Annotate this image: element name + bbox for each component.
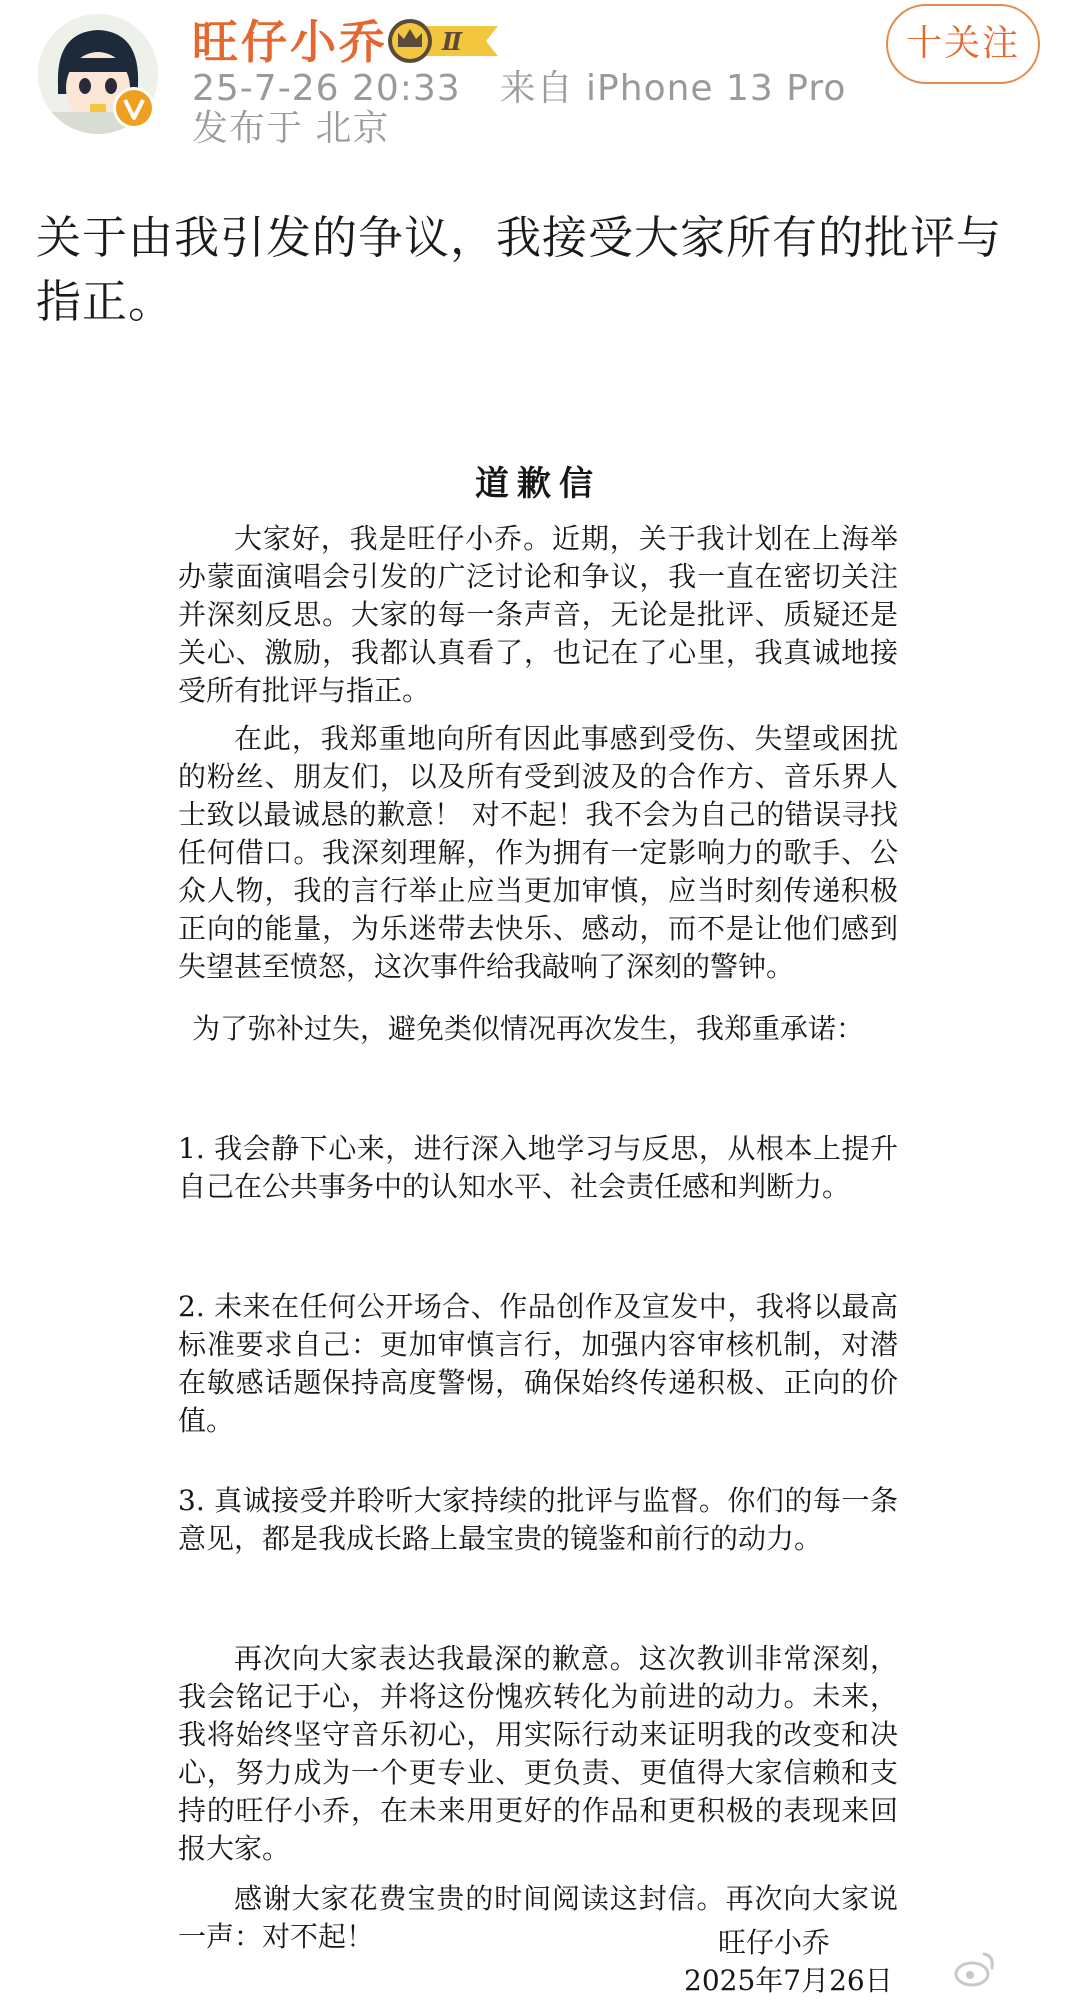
crown-badge-icon[interactable]	[386, 16, 502, 66]
letter-paragraph: 再次向大家表达我最深的歉意。这次教训非常深刻，我会铭记于心，并将这份愧疚转化为前进的动力。未来，我将始终坚守音乐初心，用实际行动来证明我的改变和决心，努力成为一个更专业、更负责、更值得大家信赖和支持的旺仔小乔，在未来用更好的作品和更积极的表现来回报大家。	[178, 1642, 898, 1865]
post-text: 关于由我引发的争议，我接受大家所有的批评与指正。	[36, 211, 1003, 328]
letter-paragraph: 在此，我郑重地向所有因此事感到受伤、失望或困扰的粉丝、朋友们，以及所有受到波及的合作方、音乐界人士致以最诚恳的歉意！ 对不起！我不会为自己的错误寻找任何借口。我深刻理解，作为拥有一定影响力的歌手、公众人物，我的言行举止应当更加审慎，应当时刻传递积极正向的能量，为乐迷带去快乐、感动，而不是让他们感到失望甚至愤怒，这次事件给我敲响了深刻的警钟。	[178, 722, 898, 983]
letter-date: 2025年7月26日	[684, 1964, 893, 1997]
letter-list-item: 2. 未来在任何公开场合、作品创作及宣发中，我将以最高标准要求自己：更加审慎言行，加强内容审核机制，对潜在敏感话题保持高度警惕，确保始终传递积极、正向的价值。	[178, 1290, 898, 1437]
verified-icon	[112, 86, 156, 130]
letter-paragraph: 感谢大家花费宝贵的时间阅读这封信。再次向大家说一声：对不起！	[178, 1882, 898, 1953]
letter-title: 道歉信	[475, 464, 601, 504]
letter-list-item: 3. 真诚接受并聆听大家持续的批评与监督。你们的每一条意见，都是我成长路上最宝贵的镜鉴和前行的动力。	[178, 1484, 898, 1555]
follow-button[interactable]: 十关注	[886, 4, 1040, 84]
letter-list-item: 1. 我会静下心来，进行深入地学习与反思，从根本上提升自己在公共事务中的认知水平、社会责任感和判断力。	[178, 1132, 898, 1203]
post-timestamp: 25-7-26 20:33	[192, 68, 461, 109]
username[interactable]: 旺仔小乔	[192, 15, 388, 69]
badge-level: Ⅱ	[441, 27, 463, 56]
letter-signature: 旺仔小乔	[718, 1926, 831, 1959]
letter-paragraph: 为了弥补过失，避免类似情况再次发生，我郑重承诺：	[192, 1012, 865, 1045]
letter-paragraph: 大家好，我是旺仔小乔。近期，关于我计划在上海举办蒙面演唱会引发的广泛讨论和争议，我一直在密切关注并深刻反思。大家的每一条声音，无论是批评、质疑还是关心、激励，我都认真看了，也记在了心里，我真诚地接受所有批评与指正。	[178, 522, 898, 707]
weibo-watermark-icon	[954, 1950, 996, 1988]
post-source: 来自 iPhone 13 Pro	[499, 68, 847, 109]
post-location: 发布于 北京	[192, 108, 390, 149]
